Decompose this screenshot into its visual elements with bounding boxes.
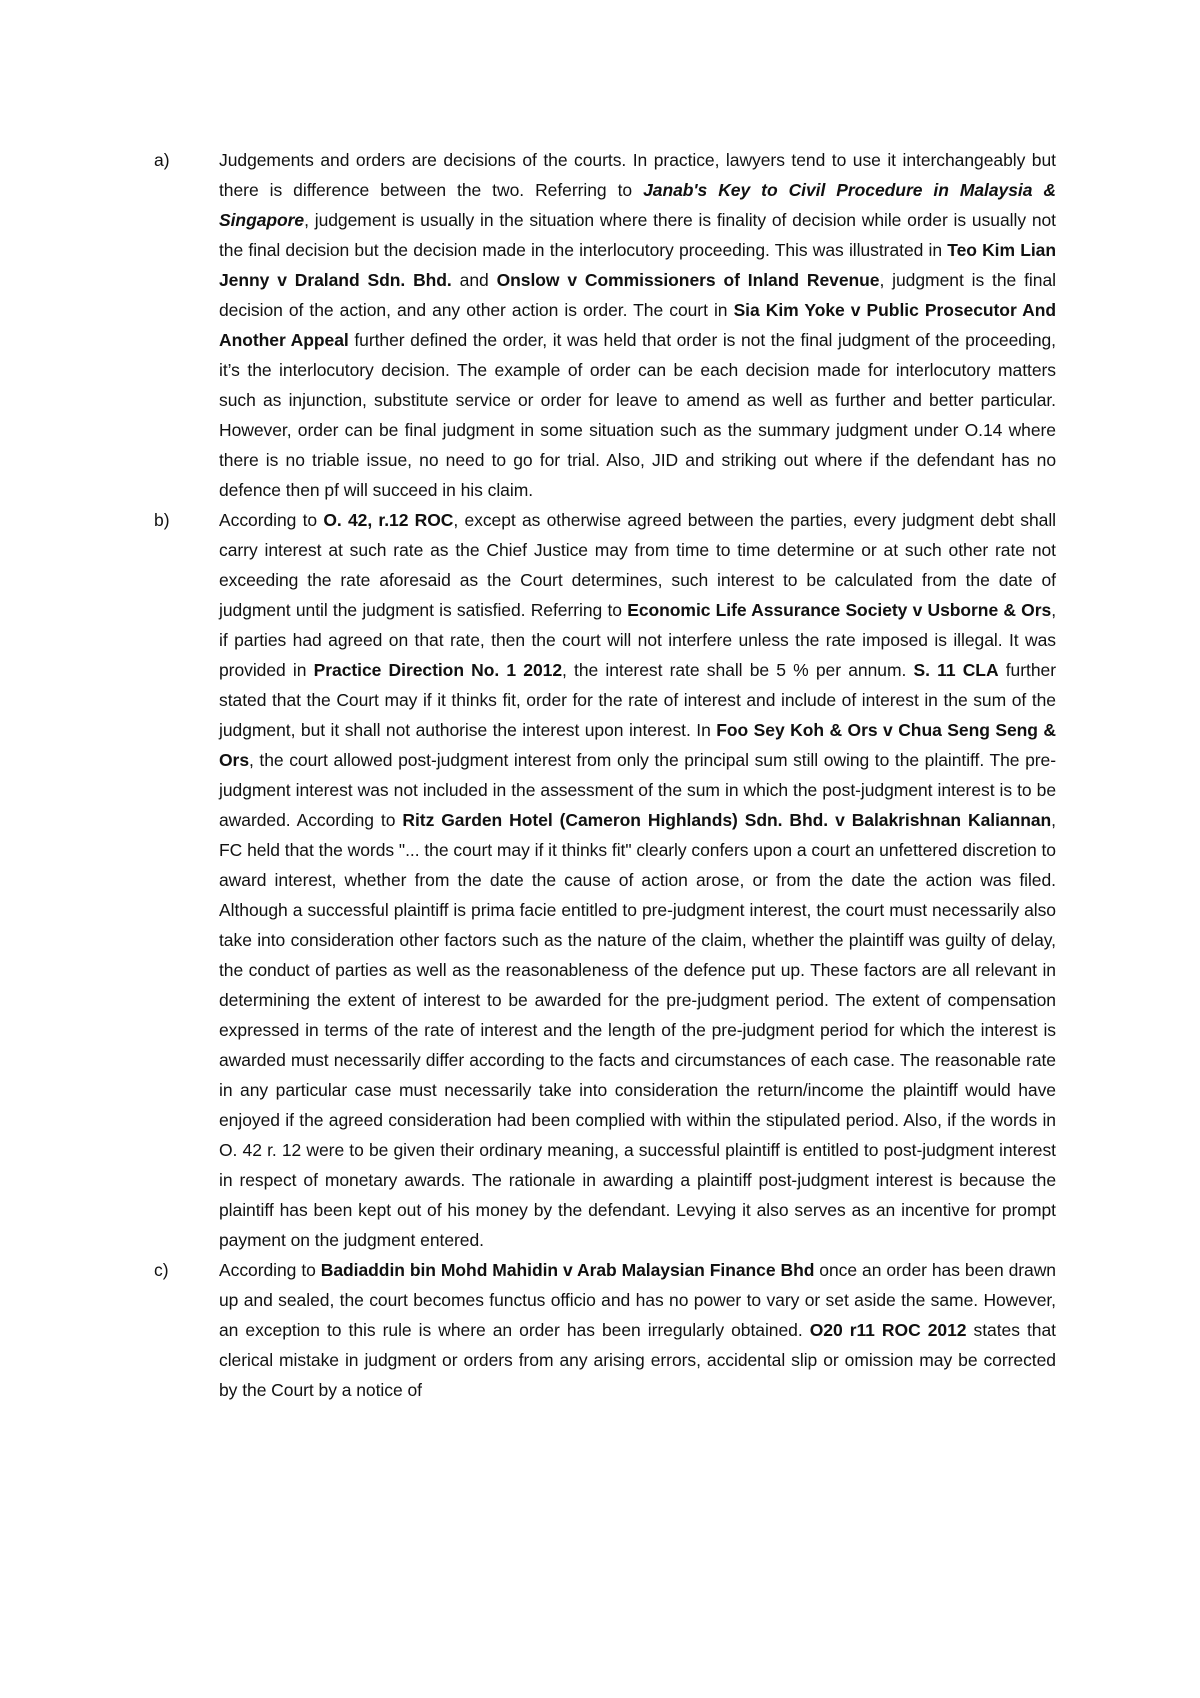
text-run: once an order has been drawn up and sealed, the court becomes functus officio and has no power to vary or set aside the same. However, an exception to this rule is where an order has been irregularly obtained. bbox=[219, 1260, 1056, 1340]
paragraph bbox=[219, 145, 1056, 505]
list-item-b bbox=[154, 505, 1056, 1255]
text-run: further defined the order, it was held that order is not the final judgment of the proceeding, it’s the interlocutory decision. The example of order can be each decision made for interlocutory matters such as injunction, substitute service or order for leave to amend as well as further and better particular. However, order can be final judgment in some situation such as the summary judgment under O.14 where there is no triable issue, no need to go for trial. Also, JID and striking out where if the defendant has no defence then pf will succeed in his claim. bbox=[219, 330, 1056, 500]
case-citation: Foo Sey Koh & Ors v Chua Seng Seng & Ors bbox=[219, 720, 1056, 770]
document-body bbox=[154, 145, 1056, 1405]
paragraph bbox=[219, 1255, 1056, 1405]
statute-reference: S. 11 CLA bbox=[913, 660, 999, 680]
case-citation: Ritz Garden Hotel (Cameron Highlands) Sdn. Bhd. v Balakrishnan Kaliannan bbox=[402, 810, 1052, 830]
text-run: and bbox=[451, 270, 497, 290]
list-marker: c) bbox=[154, 1260, 169, 1280]
text-run: , the court allowed post-judgment interest from only the principal sum still owing to the plaintiff. The pre-judgment interest was not included in the assessment of the sum in which the post-judgment interest is to be awarded. According to bbox=[219, 750, 1056, 830]
text-run-emphasis: Janab's Key to Civil Procedure in Malaysia & Singapore bbox=[219, 180, 1056, 230]
case-citation: Sia Kim Yoke v Public Prosecutor And Another Appeal bbox=[219, 300, 1056, 350]
list-item-c bbox=[154, 1255, 1056, 1405]
text-run: , the interest rate shall be 5 % per annum. bbox=[562, 660, 914, 680]
text-run: , if parties had agreed on that rate, then the court will not interfere unless the rate imposed is illegal. It was provided in bbox=[219, 600, 1056, 680]
text-run: , judgment is the final decision of the action, and any other action is order. The court in bbox=[219, 270, 1056, 320]
case-citation: Badiaddin bin Mohd Mahidin v Arab Malaysian Finance Bhd bbox=[320, 1260, 815, 1280]
statute-reference: O20 r11 ROC 2012 bbox=[809, 1320, 967, 1340]
text-run: further stated that the Court may if it thinks fit, order for the rate of interest and include of interest in the sum of the judgment, but it shall not authorise the interest upon interest. In bbox=[219, 660, 1056, 740]
case-citation: Economic Life Assurance Society v Usborne & Ors bbox=[627, 600, 1052, 620]
text-run: According to bbox=[219, 510, 324, 530]
statute-reference: O. 42, r.12 ROC bbox=[323, 510, 454, 530]
text-run: states that clerical mistake in judgment or orders from any arising errors, accidental slip or omission may be corrected by the Court by a notice of bbox=[219, 1320, 1056, 1400]
case-citation: Onslow v Commissioners of Inland Revenue bbox=[496, 270, 880, 290]
text-run: Judgements and orders are decisions of the courts. In practice, lawyers tend to use it interchangeably but there is difference between the two. Referring to bbox=[219, 150, 1056, 200]
list-marker: a) bbox=[154, 150, 170, 170]
list-marker: b) bbox=[154, 510, 170, 530]
case-citation: Teo Kim Lian Jenny v Draland Sdn. Bhd. bbox=[219, 240, 1056, 290]
text-run: , judgement is usually in the situation where there is finality of decision while order is usually not the final decision but the decision made in the interlocutory proceeding. This was illustrated in bbox=[219, 210, 1056, 260]
paragraph bbox=[219, 505, 1056, 1255]
text-run: , except as otherwise agreed between the parties, every judgment debt shall carry interest at such rate as the Chief Justice may from time to time determine or at such other rate not exceeding the rate aforesaid as the Court determines, such interest to be calculated from the date of judgment until the judgment is satisfied. Referring to bbox=[219, 510, 1056, 620]
list-item-a bbox=[154, 145, 1056, 505]
text-run: According to bbox=[219, 1260, 321, 1280]
text-run: , FC held that the words "... the court may if it thinks fit" clearly confers upon a court an unfettered discretion to award interest, whether from the date the cause of action arose, or from the date the action was filed. Although a successful plaintiff is prima facie entitled to pre-judgment interest, the court must necessarily also take into consideration other factors such as the nature of the claim, whether the plaintiff was guilty of delay, the conduct of parties as well as the reasonableness of the defence put up. These factors are all relevant in determining the extent of interest to be awarded for the pre-judgment period. The extent of compensation expressed in terms of the rate of interest and the length of the pre-judgment period for which the interest is awarded must necessarily differ according to the facts and circumstances of each case. The reasonable rate in any particular case must necessarily take into consideration the return/income the plaintiff would have enjoyed if the agreed consideration had been complied with within the stipulated period. Also, if the words in O. 42 r. 12 were to be given their ordinary meaning, a successful plaintiff is entitled to post-judgment interest in respect of monetary awards. The rationale in awarding a plaintiff post-judgment interest is because the plaintiff has been kept out of his money by the defendant. Levying it also serves as an incentive for prompt payment on the judgment entered. bbox=[219, 810, 1056, 1250]
statute-reference: Practice Direction No. 1 2012 bbox=[313, 660, 563, 680]
